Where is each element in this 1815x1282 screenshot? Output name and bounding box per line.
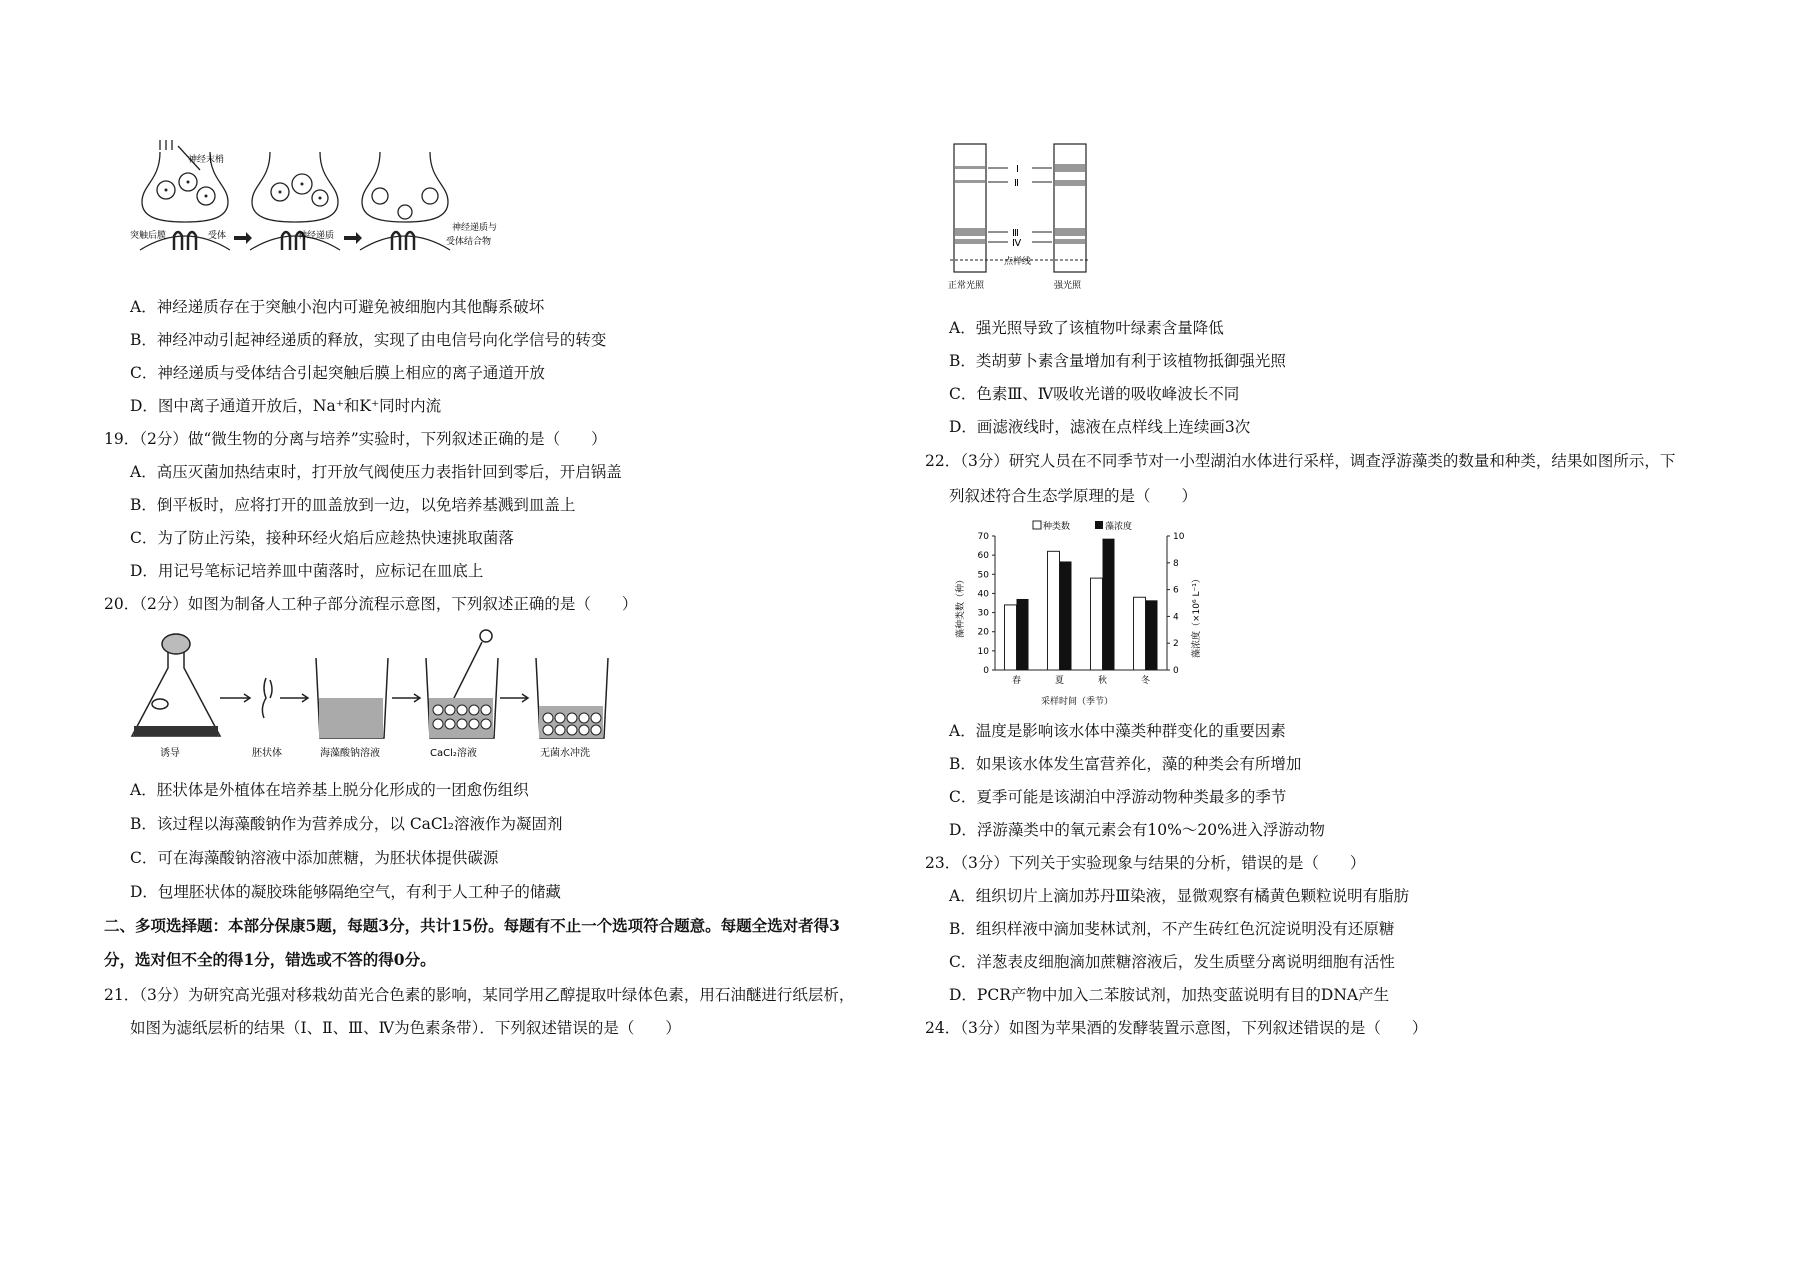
strip-label-2: 强光照 [1054,281,1082,291]
neuro-label-2: 突触后膜 [130,231,167,241]
seed-label-4: CaCl₂溶液 [430,748,477,759]
y2-tick-label: 0 [1173,666,1179,676]
y-tick-label: 20 [977,627,989,638]
bar-species-2 [1091,578,1103,670]
y-tick-label: 50 [977,570,989,581]
y-tick-label: 10 [977,646,989,657]
x-tick-label: 春 [1011,676,1022,686]
band-label-3: Ⅲ [1012,228,1019,239]
q18-option-c: C．神经递质与受体结合引起突触后膜上相应的离子通道开放 [130,364,545,382]
q19-option-c: C．为了防止污染，接种环经火焰后应趁热快速挑取菌落 [130,529,514,547]
q21-option-d: D．画滤液线时，滤液在点样线上连续画3次 [949,418,1251,436]
q23-stem: 23．（3分）下列关于实验现象与结果的分析，错误的是（ ） [925,854,1366,872]
x-tick-label: 夏 [1054,676,1065,686]
q21-option-c: C．色素Ⅲ、Ⅳ吸收光谱的吸收峰波长不同 [949,385,1240,403]
neuro-label-4: 神经递质 [298,231,335,241]
algae-bar-chart [945,518,1205,708]
section2-heading-2: 分，选对但不全的得1分，错选或不答的得0分。 [104,950,436,969]
chart-xlabel: 采样时间（季节） [1041,697,1114,707]
q21-option-b: B．类胡萝卜素含量增加有利于该植物抵御强光照 [949,352,1286,370]
q22-option-b: B．如果该水体发生富营养化，藻的种类会有所增加 [949,755,1302,773]
neuro-label-6: 受体结合物 [446,237,492,247]
q21-stem-2: 如图为滤纸层析的结果（Ⅰ、Ⅱ、Ⅲ、Ⅳ为色素条带）．下列叙述错误的是（ ） [130,1019,681,1037]
y-tick-label: 30 [977,608,989,619]
seed-label-5: 无菌水冲洗 [540,748,590,759]
y-tick-label: 60 [977,551,989,562]
q19-option-d: D．用记号笔标记培养皿中菌落时，应标记在皿底上 [130,562,484,580]
q20-option-a: A．胚状体是外植体在培养基上脱分化形成的一团愈伤组织 [130,781,529,799]
seed-label-3: 海藻酸钠溶液 [320,748,380,759]
bar-concentration-1 [1060,561,1072,670]
q21-stem-1: 21．（3分）为研究高光强对移栽幼苗光合色素的影响，某同学用乙醇提取叶绿体色素，用石油醚进行纸层析， [104,986,855,1004]
spot-line-label: 点样线 [1004,257,1032,267]
chromatography-figure [948,138,1128,296]
y2-tick-label: 2 [1173,639,1179,650]
bar-species-3 [1134,597,1146,670]
y2-tick-label: 10 [1173,532,1185,542]
q20-stem: 20．（2分）如图为制备人工种子部分流程示意图，下列叙述正确的是（ ） [104,595,638,613]
y2-tick-label: 6 [1173,585,1179,596]
q23-option-a: A．组织切片上滴加苏丹Ⅲ染液，显微观察有橘黄色颗粒说明有脂肪 [949,887,1410,905]
bar-species-1 [1048,551,1060,670]
q23-option-d: D．PCR产物中加入二苯胺试剂，加热变蓝说明有目的DNA产生 [949,986,1390,1004]
q22-stem-1: 22．（3分）研究人员在不同季节对一小型湖泊水体进行采样，调查浮游藻类的数量和种类，结果如图所示，下 [925,452,1676,470]
band-label-2: Ⅱ [1014,178,1019,189]
band-label-4: Ⅳ [1012,238,1022,249]
legend-series-1: 种类数 [1043,522,1071,532]
legend-series-2: 藻浓度 [1105,522,1133,532]
q22-option-d: D．浮游藻类中的氧元素会有10%～20%进入浮游动物 [949,821,1325,839]
y-tick-label: 70 [977,532,989,542]
q21-option-a: A．强光照导致了该植物叶绿素含量降低 [949,319,1224,337]
synapse-figure [130,140,530,262]
neuro-label-5: 神经递质与 [452,223,498,233]
q19-option-b: B．倒平板时，应将打开的皿盖放到一边，以免培养基溅到皿盖上 [130,496,576,514]
bar-concentration-2 [1103,539,1115,670]
q23-option-b: B．组织样液中滴加斐林试剂，不产生砖红色沉淀说明没有还原糖 [949,920,1395,938]
q18-option-b: B．神经冲动引起神经递质的释放，实现了由电信号向化学信号的转变 [130,331,607,349]
q22-stem-2: 列叙述符合生态学原理的是（ ） [949,487,1198,505]
neuro-label-1: 神经末梢 [188,155,225,165]
q20-option-c: C．可在海藻酸钠溶液中添加蔗糖，为胚状体提供碳源 [130,849,499,867]
chart-y2label: 藻浓度（×10⁶ L⁻¹） [1192,574,1202,658]
band-label-1: Ⅰ [1016,164,1019,175]
chart-ylabel: 藻种类数（种） [956,574,966,638]
y-tick-label: 40 [977,589,989,600]
q19-stem: 19．（2分）做“微生物的分离与培养”实验时，下列叙述正确的是（ ） [104,430,607,448]
q18-option-d: D．图中离子通道开放后，Na⁺和K⁺同时内流 [130,397,442,415]
y2-tick-label: 8 [1173,558,1179,569]
y-tick-label: 0 [983,666,989,676]
seed-label-1: 诱导 [160,748,180,759]
x-tick-label: 冬 [1140,676,1151,686]
section2-heading-1: 二、多项选择题：本部分保康5题，每题3分，共计15份。每题有不止一个选项符合题意。每题全选对者得3 [104,916,840,935]
bar-concentration-0 [1017,599,1029,670]
neuro-label-3: 受体 [208,231,227,241]
q23-option-c: C．洋葱表皮细胞滴加蔗糖溶液后，发生质壁分离说明细胞有活性 [949,953,1395,971]
y2-tick-label: 4 [1173,612,1179,623]
artificial-seed-figure [130,628,650,768]
strip-label-1: 正常光照 [948,281,985,291]
x-tick-label: 秋 [1097,676,1108,686]
q20-option-d: D．包埋胚状体的凝胶珠能够隔绝空气，有利于人工种子的储藏 [130,883,561,901]
q18-option-a: A．神经递质存在于突触小泡内可避免被细胞内其他酶系破坏 [130,298,545,316]
bar-concentration-3 [1146,600,1158,670]
q22-option-c: C．夏季可能是该湖泊中浮游动物种类最多的季节 [949,788,1287,806]
q22-option-a: A．温度是影响该水体中藻类种群变化的重要因素 [949,722,1286,740]
q24-stem: 24．（3分）如图为苹果酒的发酵装置示意图，下列叙述错误的是（ ） [925,1019,1428,1037]
bar-species-0 [1005,605,1017,670]
q19-option-a: A．高压灭菌加热结束时，打开放气阀使压力表指针回到零后，开启锅盖 [130,463,622,481]
seed-label-2: 胚状体 [252,748,282,759]
q20-option-b: B．该过程以海藻酸钠作为营养成分，以 CaCl₂溶液作为凝固剂 [130,815,563,833]
